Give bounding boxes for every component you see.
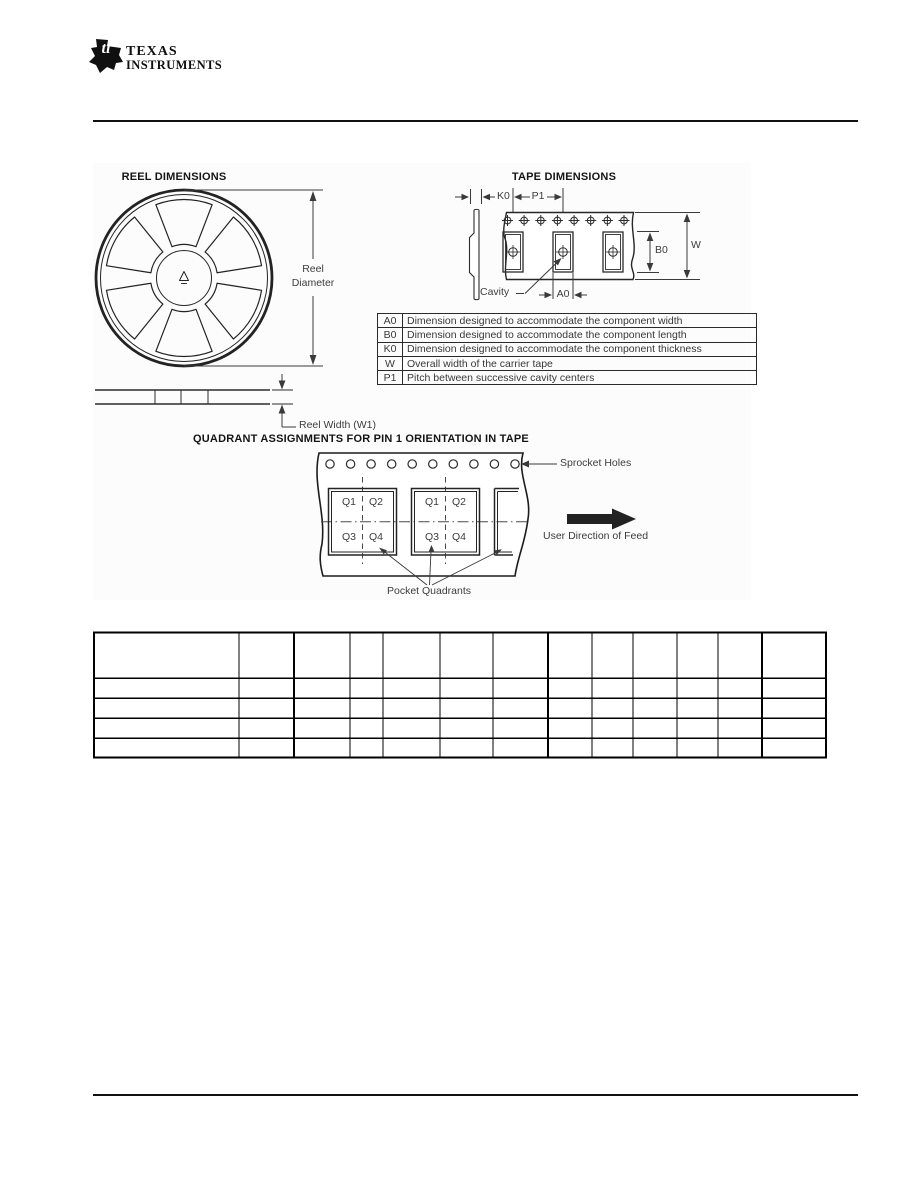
reel-front-view [96,190,272,366]
table-row [378,356,757,370]
pocket2-q1-label: Q1 [424,496,440,508]
reel-width-label: Reel Width (W1) [299,419,377,431]
reel-diameter-label-line2: Diameter [291,277,335,289]
pocket2-q3-label: Q3 [424,530,440,543]
a0-label: A0 [556,288,570,300]
symbol-cell: P1 [378,371,403,385]
sprocket-holes-label: Sprocket Holes [560,457,632,469]
footer-rule [93,1094,858,1096]
table-row [378,371,757,385]
dimension-definitions-table [377,313,757,385]
table-row [378,342,757,356]
p1-label: P1 [531,190,545,202]
reel-side-view [95,390,293,404]
quadrant-assignments-title: QUADRANT ASSIGNMENTS FOR PIN 1 ORIENTATION IN TAPE [193,433,529,445]
sprocket-holes-leader [521,461,557,468]
tape-front-view [502,213,634,280]
description-cell: Dimension designed to accommodate the component length [403,328,757,342]
quadrant-tape-drawing [317,453,636,585]
description-cell: Overall width of the carrier tape [403,356,757,370]
description-cell: Dimension designed to accommodate the component thickness [403,342,757,356]
pocket1-q4-label: Q4 [368,530,384,543]
b0-label: B0 [655,244,668,256]
symbol-cell: B0 [378,328,403,342]
tape-reel-data-table-grid [94,633,826,758]
pocket1-q3-label: Q3 [341,530,357,543]
table-row [378,328,757,342]
k0-label: K0 [497,190,510,202]
logo-instruments: INSTRUMENTS [126,58,223,72]
symbol-cell: W [378,356,403,370]
pocket1-q1-label: Q1 [341,496,357,508]
description-cell: Pitch between successive cavity centers [403,371,757,385]
pocket2-q2-label: Q2 [451,496,467,508]
tape-dimensions-title: TAPE DIMENSIONS [511,171,617,183]
k0-dimension [455,189,495,204]
symbol-cell: A0 [378,314,403,328]
pocket1-q2-label: Q2 [368,496,384,508]
w-label: W [691,239,701,251]
logo-texas: TEXAS [126,44,178,59]
reel-dimensions-title: REEL DIMENSIONS [121,171,227,183]
pocket2-q4-label: Q4 [451,530,467,543]
table-row [378,314,757,328]
header-rule [93,120,858,122]
reel-width-dimension [279,374,296,427]
cavity-label: Cavity [480,286,510,298]
feed-direction-arrow-icon [567,509,636,530]
ti-monogram: ti [101,40,111,57]
user-direction-of-feed-label: User Direction of Feed [543,530,649,542]
pocket-quadrants-label: Pocket Quadrants [386,585,472,597]
description-cell: Dimension designed to accommodate the component width [403,314,757,328]
symbol-cell: K0 [378,342,403,356]
tape-side-profile [470,209,480,299]
reel-diameter-label-line1: Reel [302,263,324,275]
